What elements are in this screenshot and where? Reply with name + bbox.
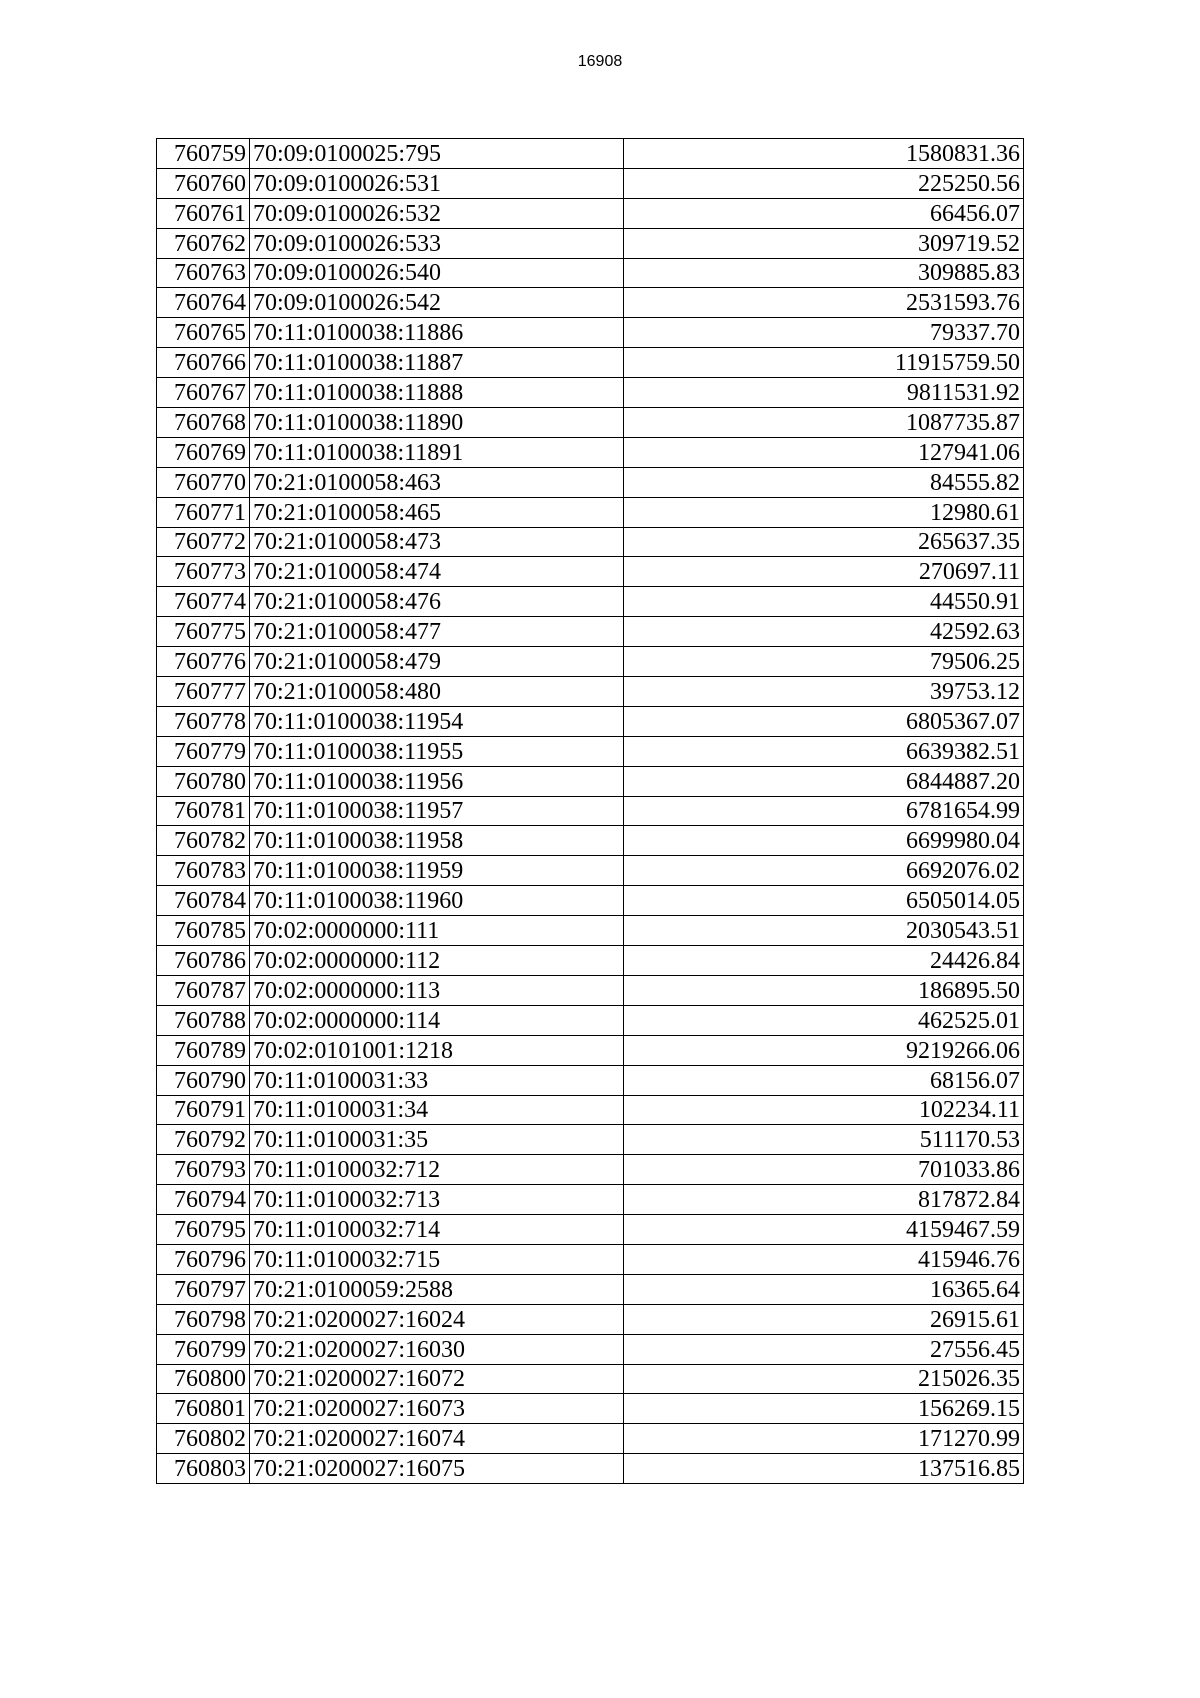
cadastral-number-cell: 70:02:0000000:113 (250, 975, 624, 1005)
table-body (157, 139, 1024, 1484)
table-row (157, 1334, 1024, 1364)
row-number-cell: 760780 (157, 766, 250, 796)
row-number-cell: 760797 (157, 1274, 250, 1304)
cadastral-number-cell: 70:11:0100031:34 (250, 1095, 624, 1125)
row-number-cell: 760772 (157, 527, 250, 557)
row-number-cell: 760798 (157, 1304, 250, 1334)
value-cell: 68156.07 (624, 1065, 1024, 1095)
table-row (157, 1005, 1024, 1035)
cadastral-number-cell: 70:11:0100032:713 (250, 1185, 624, 1215)
value-cell: 39753.12 (624, 677, 1024, 707)
cadastral-number-cell: 70:11:0100038:11959 (250, 856, 624, 886)
row-number-cell: 760794 (157, 1185, 250, 1215)
row-number-cell: 760799 (157, 1334, 250, 1364)
cadastral-number-cell: 70:11:0100038:11886 (250, 318, 624, 348)
table-row (157, 886, 1024, 916)
row-number-cell: 760789 (157, 1035, 250, 1065)
value-cell: 27556.45 (624, 1334, 1024, 1364)
cadastral-number-cell: 70:21:0100058:473 (250, 527, 624, 557)
cadastral-number-cell: 70:02:0000000:112 (250, 946, 624, 976)
cadastral-number-cell: 70:11:0100032:712 (250, 1155, 624, 1185)
row-number-cell: 760787 (157, 975, 250, 1005)
row-number-cell: 760761 (157, 198, 250, 228)
row-number-cell: 760781 (157, 796, 250, 826)
cadastral-number-cell: 70:09:0100026:531 (250, 168, 624, 198)
value-cell: 225250.56 (624, 168, 1024, 198)
table-row (157, 228, 1024, 258)
table-row (157, 1095, 1024, 1125)
table-row (157, 587, 1024, 617)
table-row (157, 1454, 1024, 1484)
row-number-cell: 760800 (157, 1364, 250, 1394)
value-cell: 44550.91 (624, 587, 1024, 617)
table-row (157, 1304, 1024, 1334)
cadastral-number-cell: 70:11:0100038:11954 (250, 706, 624, 736)
table-row (157, 168, 1024, 198)
value-cell: 26915.61 (624, 1304, 1024, 1334)
table-row (157, 139, 1024, 169)
value-cell: 79337.70 (624, 318, 1024, 348)
value-cell: 6639382.51 (624, 736, 1024, 766)
table-row (157, 1364, 1024, 1394)
row-number-cell: 760776 (157, 647, 250, 677)
value-cell: 9219266.06 (624, 1035, 1024, 1065)
row-number-cell: 760765 (157, 318, 250, 348)
value-cell: 6844887.20 (624, 766, 1024, 796)
value-cell: 127941.06 (624, 437, 1024, 467)
table-row (157, 1215, 1024, 1245)
cadastral-number-cell: 70:09:0100026:533 (250, 228, 624, 258)
row-number-cell: 760768 (157, 408, 250, 438)
row-number-cell: 760792 (157, 1125, 250, 1155)
row-number-cell: 760759 (157, 139, 250, 169)
cadastral-number-cell: 70:11:0100038:11956 (250, 766, 624, 796)
table-row (157, 736, 1024, 766)
value-cell: 1580831.36 (624, 139, 1024, 169)
row-number-cell: 760803 (157, 1454, 250, 1484)
table-row (157, 1065, 1024, 1095)
cadastral-number-cell: 70:11:0100038:11960 (250, 886, 624, 916)
cadastral-number-cell: 70:21:0100058:465 (250, 497, 624, 527)
cadastral-number-cell: 70:11:0100038:11958 (250, 826, 624, 856)
row-number-cell: 760773 (157, 557, 250, 587)
value-cell: 79506.25 (624, 647, 1024, 677)
value-cell: 24426.84 (624, 946, 1024, 976)
table-row (157, 557, 1024, 587)
row-number-cell: 760788 (157, 1005, 250, 1035)
table-row (157, 826, 1024, 856)
value-cell: 42592.63 (624, 617, 1024, 647)
cadastral-number-cell: 70:21:0100058:463 (250, 467, 624, 497)
table-row (157, 1394, 1024, 1424)
value-cell: 2531593.76 (624, 288, 1024, 318)
value-cell: 701033.86 (624, 1155, 1024, 1185)
table-row (157, 1035, 1024, 1065)
row-number-cell: 760796 (157, 1244, 250, 1274)
cadastral-number-cell: 70:21:0200027:16075 (250, 1454, 624, 1484)
value-cell: 6692076.02 (624, 856, 1024, 886)
table-row (157, 766, 1024, 796)
value-cell: 4159467.59 (624, 1215, 1024, 1245)
value-cell: 265637.35 (624, 527, 1024, 557)
cadastral-number-cell: 70:21:0200027:16030 (250, 1334, 624, 1364)
value-cell: 137516.85 (624, 1454, 1024, 1484)
row-number-cell: 760767 (157, 378, 250, 408)
value-cell: 11915759.50 (624, 348, 1024, 378)
row-number-cell: 760782 (157, 826, 250, 856)
row-number-cell: 760775 (157, 617, 250, 647)
value-cell: 6805367.07 (624, 706, 1024, 736)
cadastral-number-cell: 70:21:0100058:480 (250, 677, 624, 707)
cadastral-number-cell: 70:09:0100026:542 (250, 288, 624, 318)
table-row (157, 706, 1024, 736)
value-cell: 9811531.92 (624, 378, 1024, 408)
table-row (157, 617, 1024, 647)
table-row (157, 1125, 1024, 1155)
row-number-cell: 760791 (157, 1095, 250, 1125)
value-cell: 1087735.87 (624, 408, 1024, 438)
table-row (157, 318, 1024, 348)
row-number-cell: 760766 (157, 348, 250, 378)
row-number-cell: 760774 (157, 587, 250, 617)
value-cell: 6699980.04 (624, 826, 1024, 856)
row-number-cell: 760779 (157, 736, 250, 766)
table-row (157, 916, 1024, 946)
value-cell: 156269.15 (624, 1394, 1024, 1424)
row-number-cell: 760771 (157, 497, 250, 527)
value-cell: 415946.76 (624, 1244, 1024, 1274)
row-number-cell: 760777 (157, 677, 250, 707)
table-row (157, 647, 1024, 677)
table-row (157, 1244, 1024, 1274)
cadastral-number-cell: 70:11:0100038:11955 (250, 736, 624, 766)
table-row (157, 1274, 1024, 1304)
cadastral-number-cell: 70:09:0100026:532 (250, 198, 624, 228)
table-row (157, 408, 1024, 438)
table-row (157, 1185, 1024, 1215)
table-row (157, 677, 1024, 707)
cadastral-number-cell: 70:21:0100058:474 (250, 557, 624, 587)
table-row (157, 258, 1024, 288)
cadastral-number-cell: 70:02:0000000:114 (250, 1005, 624, 1035)
cadastral-number-cell: 70:21:0100058:477 (250, 617, 624, 647)
cadastral-number-cell: 70:11:0100031:33 (250, 1065, 624, 1095)
table-row (157, 288, 1024, 318)
value-cell: 309885.83 (624, 258, 1024, 288)
table-row (157, 946, 1024, 976)
cadastral-number-cell: 70:11:0100038:11890 (250, 408, 624, 438)
row-number-cell: 760763 (157, 258, 250, 288)
value-cell: 6781654.99 (624, 796, 1024, 826)
cadastral-number-cell: 70:02:0101001:1218 (250, 1035, 624, 1065)
row-number-cell: 760778 (157, 706, 250, 736)
row-number-cell: 760795 (157, 1215, 250, 1245)
row-number-cell: 760784 (157, 886, 250, 916)
table-row (157, 497, 1024, 527)
row-number-cell: 760802 (157, 1424, 250, 1454)
cadastral-number-cell: 70:21:0200027:16024 (250, 1304, 624, 1334)
cadastral-number-cell: 70:11:0100032:715 (250, 1244, 624, 1274)
value-cell: 817872.84 (624, 1185, 1024, 1215)
value-cell: 186895.50 (624, 975, 1024, 1005)
cadastral-number-cell: 70:02:0000000:111 (250, 916, 624, 946)
row-number-cell: 760760 (157, 168, 250, 198)
row-number-cell: 760762 (157, 228, 250, 258)
table-row (157, 856, 1024, 886)
cadastral-number-cell: 70:11:0100031:35 (250, 1125, 624, 1155)
value-cell: 462525.01 (624, 1005, 1024, 1035)
row-number-cell: 760770 (157, 467, 250, 497)
cadastral-number-cell: 70:11:0100038:11888 (250, 378, 624, 408)
value-cell: 12980.61 (624, 497, 1024, 527)
value-cell: 511170.53 (624, 1125, 1024, 1155)
row-number-cell: 760793 (157, 1155, 250, 1185)
value-cell: 102234.11 (624, 1095, 1024, 1125)
cadastral-number-cell: 70:21:0200027:16074 (250, 1424, 624, 1454)
page-number: 16908 (577, 53, 623, 70)
table-row (157, 527, 1024, 557)
table-row (157, 1424, 1024, 1454)
cadastral-number-cell: 70:11:0100038:11891 (250, 437, 624, 467)
row-number-cell: 760801 (157, 1394, 250, 1424)
cadastral-number-cell: 70:09:0100025:795 (250, 139, 624, 169)
row-number-cell: 760764 (157, 288, 250, 318)
cadastral-number-cell: 70:09:0100026:540 (250, 258, 624, 288)
cadastral-number-cell: 70:21:0100058:476 (250, 587, 624, 617)
value-cell: 270697.11 (624, 557, 1024, 587)
table-row (157, 975, 1024, 1005)
cadastral-number-cell: 70:11:0100032:714 (250, 1215, 624, 1245)
cadastral-number-cell: 70:21:0100058:479 (250, 647, 624, 677)
table-row (157, 467, 1024, 497)
cadastral-number-cell: 70:21:0200027:16072 (250, 1364, 624, 1394)
cadastral-number-cell: 70:21:0100059:2588 (250, 1274, 624, 1304)
row-number-cell: 760786 (157, 946, 250, 976)
value-cell: 84555.82 (624, 467, 1024, 497)
row-number-cell: 760785 (157, 916, 250, 946)
registry-table (156, 138, 1024, 1484)
cadastral-number-cell: 70:11:0100038:11887 (250, 348, 624, 378)
value-cell: 215026.35 (624, 1364, 1024, 1394)
value-cell: 6505014.05 (624, 886, 1024, 916)
value-cell: 309719.52 (624, 228, 1024, 258)
value-cell: 171270.99 (624, 1424, 1024, 1454)
table-row (157, 378, 1024, 408)
row-number-cell: 760790 (157, 1065, 250, 1095)
cadastral-number-cell: 70:11:0100038:11957 (250, 796, 624, 826)
table-row (157, 348, 1024, 378)
table-row (157, 437, 1024, 467)
row-number-cell: 760769 (157, 437, 250, 467)
value-cell: 16365.64 (624, 1274, 1024, 1304)
row-number-cell: 760783 (157, 856, 250, 886)
cadastral-number-cell: 70:21:0200027:16073 (250, 1394, 624, 1424)
value-cell: 66456.07 (624, 198, 1024, 228)
table-row (157, 198, 1024, 228)
table-row (157, 1155, 1024, 1185)
value-cell: 2030543.51 (624, 916, 1024, 946)
table-row (157, 796, 1024, 826)
